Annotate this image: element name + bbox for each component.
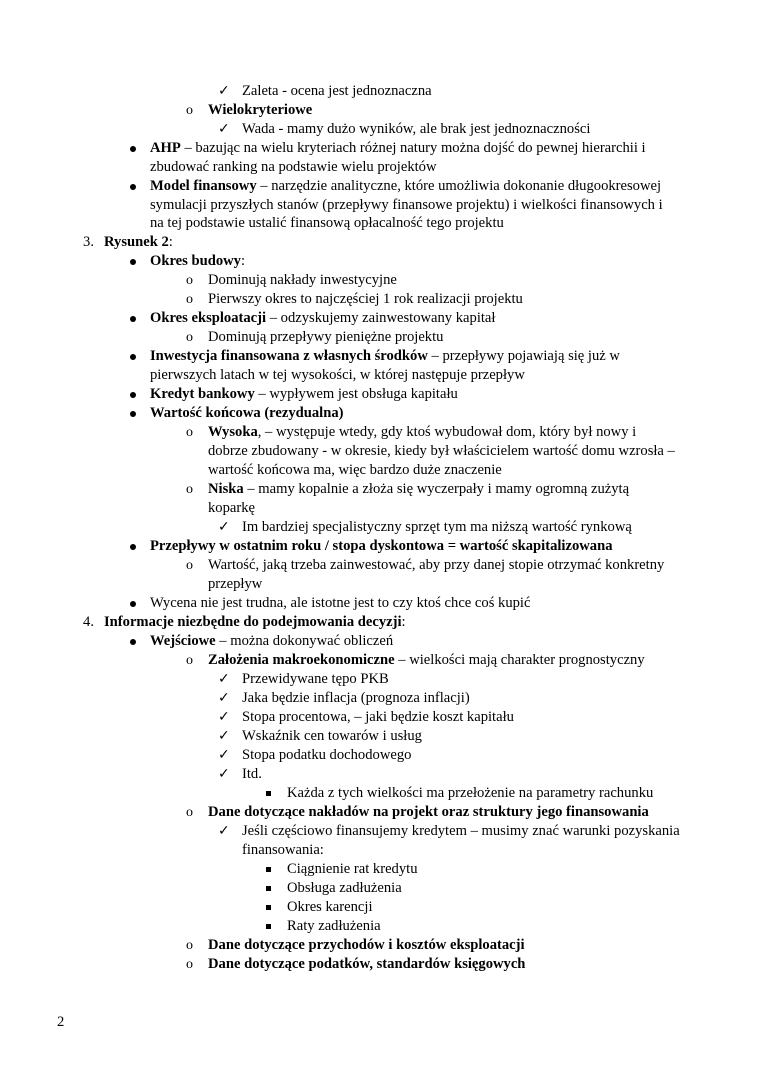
list-item: Niska – mamy kopalnie a złoża się wyczerpały i mamy ogromną zużytą xyxy=(208,481,630,497)
bullet-icon xyxy=(130,601,136,607)
bullet-icon xyxy=(130,354,136,360)
check-icon: ✓ xyxy=(218,519,230,535)
bullet-icon xyxy=(130,392,136,398)
circle-bullet-icon: o xyxy=(186,957,193,972)
bullet-icon xyxy=(130,146,136,152)
list-item: Dane dotyczące podatków, standardów księgowych xyxy=(208,956,526,972)
square-bullet-icon xyxy=(266,886,271,891)
list-item: Dane dotyczące przychodów i kosztów eksploatacji xyxy=(208,937,525,953)
list-item-continuation: na tej podstawie ustalić finansową opłacalność tego projektu xyxy=(150,215,504,231)
list-item: Jeśli częściowo finansujemy kredytem – musimy znać warunki pozyskania xyxy=(242,823,680,839)
list-item: Okres eksploatacji – odzyskujemy zainwestowany kapitał xyxy=(150,310,496,326)
list-item: Wejściowe – można dokonywać obliczeń xyxy=(150,633,394,649)
list-item: Wada - mamy dużo wyników, ale brak jest jednoznaczności xyxy=(242,121,591,137)
list-item: Przepływy w ostatnim roku / stopa dyskontowa = wartość skapitalizowana xyxy=(150,538,613,554)
list-item-continuation: symulacji przyszłych stanów (przepływy finansowe projektu) i wielkości finansowych i xyxy=(150,197,663,213)
circle-bullet-icon: o xyxy=(186,938,193,953)
check-icon: ✓ xyxy=(218,690,230,706)
check-icon: ✓ xyxy=(218,747,230,763)
list-item-continuation: finansowania: xyxy=(242,842,324,858)
list-item-continuation: wartość końcowa ma, więc bardzo duże znaczenie xyxy=(208,462,502,478)
square-bullet-icon xyxy=(266,924,271,929)
list-item: Wycena nie jest trudna, ale istotne jest to czy ktoś chce coś kupić xyxy=(150,595,531,611)
bullet-icon xyxy=(130,259,136,265)
list-item: Przewidywane tępo PKB xyxy=(242,671,389,687)
list-item-continuation: dobrze zbudowany - w okresie, kiedy był właścicielem wartość domu wzrosła – xyxy=(208,443,675,459)
bullet-icon xyxy=(130,411,136,417)
circle-bullet-icon: o xyxy=(186,273,193,288)
check-icon: ✓ xyxy=(218,121,230,137)
list-item-continuation: pierwszych latach w tej wysokości, w której następuje przepływ xyxy=(150,367,525,383)
circle-bullet-icon: o xyxy=(186,482,193,497)
check-icon: ✓ xyxy=(218,83,230,99)
list-number: 4. xyxy=(83,614,94,630)
list-item: Stopa procentowa, – jaki będzie koszt kapitału xyxy=(242,709,514,725)
check-icon: ✓ xyxy=(218,709,230,725)
square-bullet-icon xyxy=(266,905,271,910)
list-item: Wielokryteriowe xyxy=(208,102,313,118)
list-number: 3. xyxy=(83,234,94,250)
circle-bullet-icon: o xyxy=(186,653,193,668)
square-bullet-icon xyxy=(266,867,271,872)
list-item: Dominują przepływy pieniężne projektu xyxy=(208,329,444,345)
list-item: Okres karencji xyxy=(287,899,373,915)
circle-bullet-icon: o xyxy=(186,103,193,118)
section-heading: Rysunek 2: xyxy=(104,234,173,250)
list-item: AHP – bazując na wielu kryteriach różnej natury można dojść do pewnej hierarchii i xyxy=(150,140,646,156)
list-item: Wartość końcowa (rezydualna) xyxy=(150,405,344,421)
list-item: Wartość, jaką trzeba zainwestować, aby przy danej stopie otrzymać konkretny xyxy=(208,557,665,573)
check-icon: ✓ xyxy=(218,671,230,687)
circle-bullet-icon: o xyxy=(186,292,193,307)
list-item: Raty zadłużenia xyxy=(287,918,381,934)
list-item: Okres budowy: xyxy=(150,253,246,269)
list-item-continuation: koparkę xyxy=(208,500,256,516)
circle-bullet-icon: o xyxy=(186,558,193,573)
bullet-icon xyxy=(130,184,136,190)
list-item: Im bardziej specjalistyczny sprzęt tym ma niższą wartość rynkową xyxy=(242,519,632,535)
check-icon: ✓ xyxy=(218,728,230,744)
list-item: Obsługa zadłużenia xyxy=(287,880,402,896)
list-item: Kredyt bankowy – wypływem jest obsługa kapitału xyxy=(150,386,458,402)
circle-bullet-icon: o xyxy=(186,330,193,345)
circle-bullet-icon: o xyxy=(186,805,193,820)
list-item: Każda z tych wielkości ma przełożenie na parametry rachunku xyxy=(287,785,654,801)
list-item: Dane dotyczące nakładów na projekt oraz struktury jego finansowania xyxy=(208,804,649,820)
section-heading: Informacje niezbędne do podejmowania decyzji: xyxy=(104,614,406,630)
page-number: 2 xyxy=(57,1014,65,1030)
bullet-icon xyxy=(130,544,136,550)
bullet-icon xyxy=(130,316,136,322)
list-item: Itd. xyxy=(242,766,262,782)
list-item: Stopa podatku dochodowego xyxy=(242,747,412,763)
list-item: Założenia makroekonomiczne – wielkości mają charakter prognostyczny xyxy=(208,652,645,668)
list-item-continuation: przepływ xyxy=(208,576,263,592)
list-item: Zaleta - ocena jest jednoznaczna xyxy=(242,83,432,99)
list-item: Model finansowy – narzędzie analityczne, które umożliwia dokonanie długookresowej xyxy=(150,178,662,194)
list-item: Wskaźnik cen towarów i usług xyxy=(242,728,422,744)
circle-bullet-icon: o xyxy=(186,425,193,440)
list-item: Pierwszy okres to najczęściej 1 rok realizacji projektu xyxy=(208,291,523,307)
check-icon: ✓ xyxy=(218,823,230,839)
list-item: Wysoka, – występuje wtedy, gdy ktoś wybudował dom, który był nowy i xyxy=(208,424,637,440)
square-bullet-icon xyxy=(266,791,271,796)
bullet-icon xyxy=(130,639,136,645)
list-item-continuation: zbudować ranking na podstawie wielu projektów xyxy=(150,159,437,175)
check-icon: ✓ xyxy=(218,766,230,782)
list-item: Dominują nakłady inwestycyjne xyxy=(208,272,397,288)
list-item: Inwestycja finansowana z własnych środków – przepływy pojawiają się już w xyxy=(150,348,620,364)
list-item: Ciągnienie rat kredytu xyxy=(287,861,418,877)
list-item: Jaka będzie inflacja (prognoza inflacji) xyxy=(242,690,470,706)
